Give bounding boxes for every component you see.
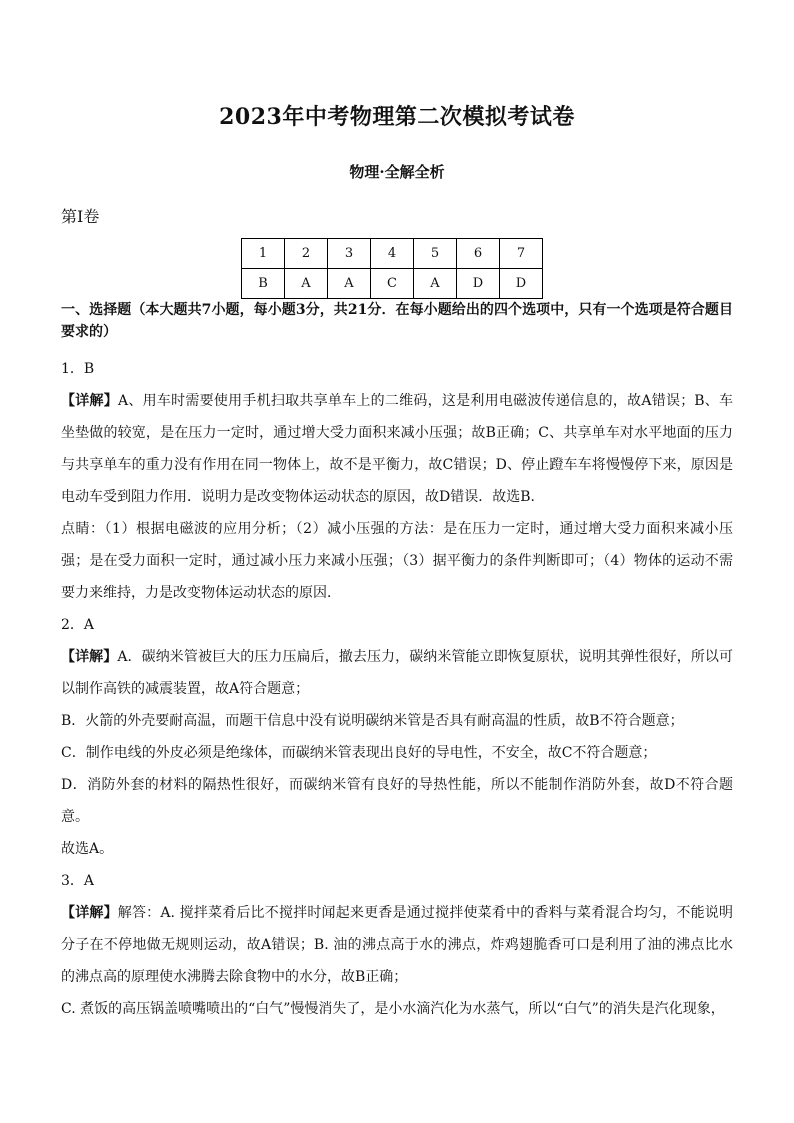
q3-detail-ab-text: 解答：A. 搅拌菜肴后比不搅拌时闻起来更香是通过搅拌使菜肴中的香料与菜肴混合均匀，不能说明分子在不停地做无规则运动，故A错误；B. 油的沸点高于水的沸点，炸鸡翅脆香可口是利用了油的沸点比水的沸点高的原理使水沸腾去除食物中的水分，故B正确； — [61, 905, 733, 985]
answer-table-cell: 6 — [457, 239, 500, 269]
document-body — [61, 299, 733, 1025]
answer-table-cell: 2 — [285, 239, 328, 269]
q2-detail-d: D．消防外套的材料的隔热性很好，而碳纳米管有良好的导热性能，所以不能制作消防外套，故D不符合题意。 — [61, 777, 733, 825]
answer-table-cell: 4 — [371, 239, 414, 269]
q2-detail-b: B．火箭的外壳要耐高温，而题干信息中没有说明碳纳米管是否具有耐高温的性质，故B不符合题意； — [61, 713, 684, 729]
section-header: 一、选择题（本大题共7小题，每小题3分，共21分．在每小题给出的四个选项中，只有一个选项是符合题目要求的） — [61, 302, 733, 340]
q3-detail-c: C. 煮饭的高压锅盖喷嘴喷出的“白气”慢慢消失了，是小水滴汽化为水蒸气，所以“白气”的消失是汽化现象， — [61, 1001, 725, 1017]
q1-detail-text: A、用车时需要使用手机扫取共享单车上的二维码，这是利用电磁波传递信息的，故A错误；B、车坐垫做的较宽，是在压力一定时，通过增大受力面积来减小压强；故B正确；C、共享单车对水平地面的压力与共享单车的重力没有作用在同一物体上，故不是平衡力，故C错误；D、停止蹬车车将慢慢停下来，原因是电动车受到阻力作用．说明力是改变物体运动状态的原因，故D错误．故选B． — [61, 393, 733, 505]
answer-table-cell: 3 — [328, 239, 371, 269]
volume-label: 第Ⅰ卷 — [61, 207, 100, 226]
q1-note: 点睛：（1）根据电磁波的应用分析；（2）减小压强的方法：是在压力一定时，通过增大受力面积来减小压强；是在受力面积一定时，通过减小压力来减小压强；（3）据平衡力的条件判断即可；（4）物体的运动不需要力来维持，力是改变物体运动状态的原因． — [61, 521, 733, 601]
answer-table-cell: 7 — [500, 239, 543, 269]
answer-table — [241, 238, 543, 299]
q3-detail-ab — [61, 897, 733, 993]
q1-detail — [61, 385, 733, 513]
answer-table-cell: B — [242, 269, 285, 299]
page-subtitle: 物理·全解全析 — [349, 163, 445, 181]
answer-table-cell: A — [285, 269, 328, 299]
answer-table-answer-row — [242, 269, 543, 299]
q2-conclusion: 故选A。 — [61, 841, 114, 857]
answer-table-cell: A — [328, 269, 371, 299]
answer-table-cell: 5 — [414, 239, 457, 269]
q2-detail-tag: 【详解】 — [61, 649, 118, 665]
q2-detail-a-text: A．碳纳米管被巨大的压力压扁后，撤去压力，碳纳米管能立即恢复原状，说明其弹性很好，所以可以制作高铁的减震装置，故A符合题意； — [61, 649, 734, 697]
q1-number: 1．B — [61, 361, 95, 377]
answer-table-cell: D — [500, 269, 543, 299]
q3-detail-tag: 【详解】 — [61, 905, 118, 921]
page-title: 2023年中考物理第二次模拟考试卷 — [219, 104, 575, 130]
answer-table-cell: A — [414, 269, 457, 299]
q2-number: 2．A — [61, 617, 95, 633]
answer-table-cell: D — [457, 269, 500, 299]
answer-table-cell: C — [371, 269, 414, 299]
q1-detail-tag: 【详解】 — [61, 393, 118, 409]
q2-detail-a — [61, 641, 733, 705]
q3-number: 3．A — [61, 873, 95, 889]
q2-detail-c: C．制作电线的外皮必须是绝缘体，而碳纳米管表现出良好的导电性，不安全，故C不符合题意； — [61, 745, 657, 761]
answer-table-cell: 1 — [242, 239, 285, 269]
answer-table-number-row — [242, 239, 543, 269]
